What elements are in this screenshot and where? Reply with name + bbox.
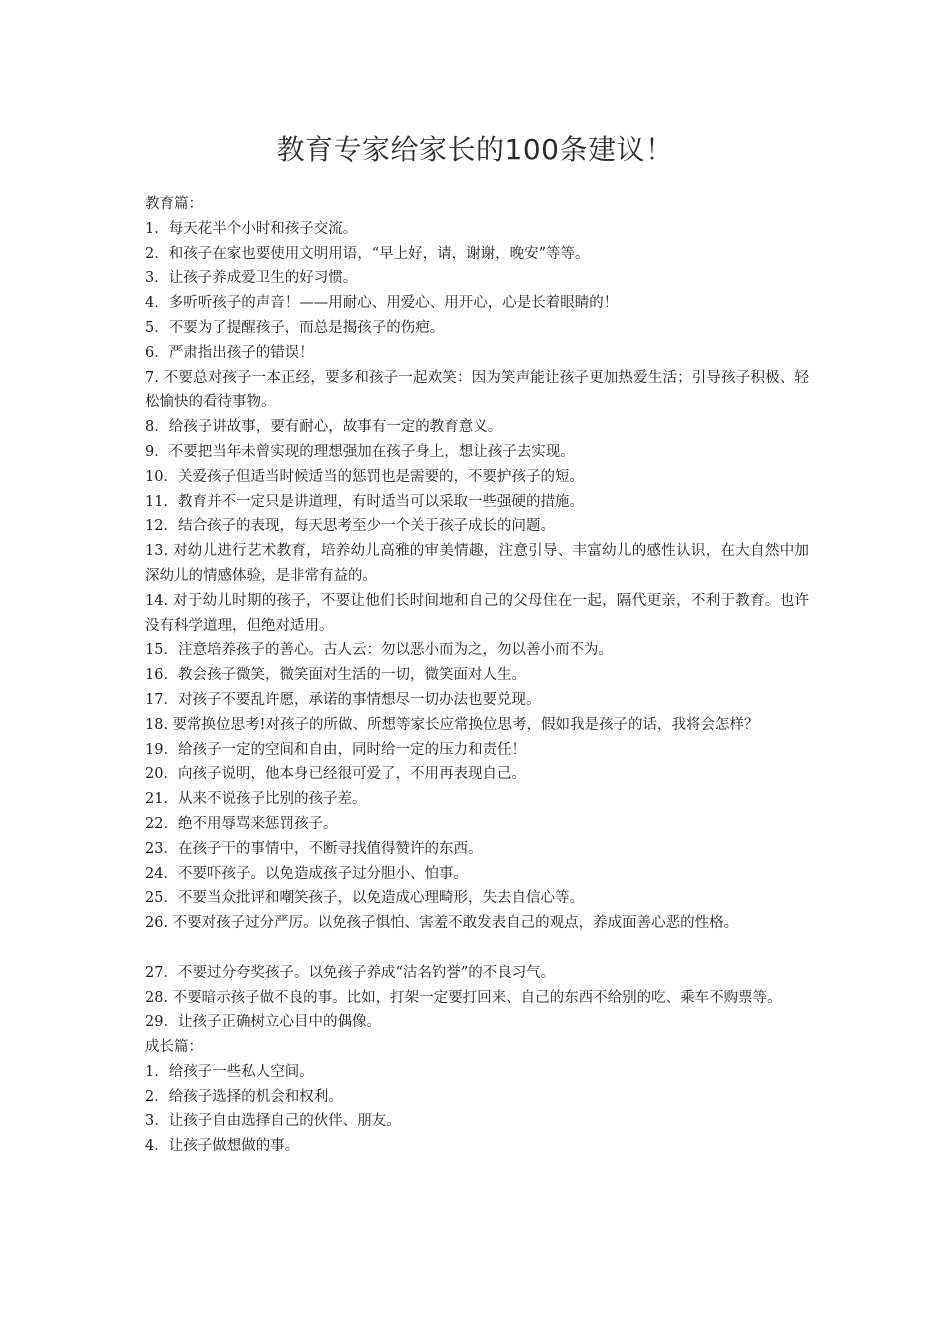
section-heading-education: 教育篇：	[145, 196, 203, 212]
document-body	[145, 192, 809, 1159]
list-item: 28. 不要暗示孩子做不良的事。比如，打架一定要打回来、自己的东西不给别的吃、乘车不购票等。	[145, 989, 782, 1006]
list-item: 29．让孩子正确树立心目中的偶像。	[145, 1014, 381, 1031]
list-item: 20．向孩子说明，他本身已经很可爱了，不用再表现自己。	[145, 766, 526, 783]
list-item: 12．结合孩子的表现，每天思考至少一个关于孩子成长的问题。	[145, 518, 555, 535]
list-item: 22．绝不用辱骂来惩罚孩子。	[145, 815, 338, 832]
list-item: 5．不要为了提醒孩子，而总是揭孩子的伤疤。	[145, 319, 445, 336]
list-item: 25．不要当众批评和嘲笑孩子，以免造成心理畸形，失去自信心等。	[145, 890, 584, 907]
list-item: 17．对孩子不要乱许愿，承诺的事情想尽一切办法也要兑现。	[145, 691, 541, 708]
section-heading-growth: 成长篇：	[145, 1039, 203, 1056]
list-item: 10．关爱孩子但适当时候适当的惩罚也是需要的，不要护孩子的短。	[145, 468, 584, 485]
list-item: 6．严肃指出孩子的错误！	[145, 344, 314, 361]
list-item: 4．多听听孩子的声音！——用耐心、用爱心、用开心，心是长着眼睛的！	[145, 295, 619, 312]
list-item: 18. 要常换位思考!对孩子的所做、所想等家长应常换位思考，假如我是孩子的话，我将会怎样？	[145, 716, 759, 733]
list-item: 24．不要吓孩子。以免造成孩子过分胆小、怕事。	[145, 865, 468, 882]
list-item: 7. 不要总对孩子一本正经，要多和孩子一起欢笑：因为笑声能让孩子更加热爱生活；引导孩子积极、轻松愉快的看待事物。	[145, 369, 809, 411]
list-item: 2．和孩子在家也要使用文明用语，“早上好，请，谢谢，晚安”等等。	[145, 245, 590, 262]
list-item: 4．让孩子做想做的事。	[145, 1138, 300, 1155]
list-item: 3．让孩子养成爱卫生的好习惯。	[145, 270, 358, 287]
document-title: 教育专家给家长的100条建议！	[276, 133, 674, 166]
education-list	[145, 217, 809, 1035]
list-item: 1．每天花半个小时和孩子交流。	[145, 220, 358, 237]
list-item: 15．注意培养孩子的善心。古人云：勿以恶小而为之，勿以善小而不为。	[145, 642, 613, 659]
list-item: 2．给孩子选择的机会和权利。	[145, 1088, 343, 1105]
list-item: 27．不要过分夸奖孩子。以免孩子养成“沽名钓誉”的不良习气。	[145, 964, 556, 981]
list-item: 1．给孩子一些私人空间。	[145, 1063, 314, 1080]
list-item: 11．教育并不一定只是讲道理，有时适当可以采取一些强硬的措施。	[145, 493, 584, 510]
list-item: 9．不要把当年未曾实现的理想强加在孩子身上，想让孩子去实现。	[145, 443, 575, 460]
list-item: 3．让孩子自由选择自己的伙伴、朋友。	[145, 1113, 401, 1130]
list-item: 23．在孩子干的事情中，不断寻找值得赞许的东西。	[145, 840, 483, 857]
list-item: 26. 不要对孩子过分严厉。以免孩子惧怕、害羞不敢发表自己的观点，养成面善心恶的性格。	[145, 915, 739, 932]
list-item: 14. 对于幼儿时期的孩子，不要让他们长时间地和自己的父母住在一起，隔代更亲，不利于教育。也许没有科学道理，但绝对适用。	[145, 592, 809, 634]
list-item: 16．教会孩子微笑，微笑面对生活的一切，微笑面对人生。	[145, 667, 526, 684]
growth-list	[145, 1060, 809, 1159]
list-item: 8．给孩子讲故事，要有耐心，故事有一定的教育意义。	[145, 419, 503, 436]
list-item: 19．给孩子一定的空间和自由，同时给一定的压力和责任！	[145, 741, 526, 758]
blank-line	[145, 936, 809, 961]
list-item: 13. 对幼儿进行艺术教育，培养幼儿高雅的审美情趣，注意引导、丰富幼儿的感性认识，在大自然中加深幼儿的情感体验，是非常有益的。	[145, 543, 809, 584]
list-item: 21．从来不说孩子比别的孩子差。	[145, 791, 367, 808]
